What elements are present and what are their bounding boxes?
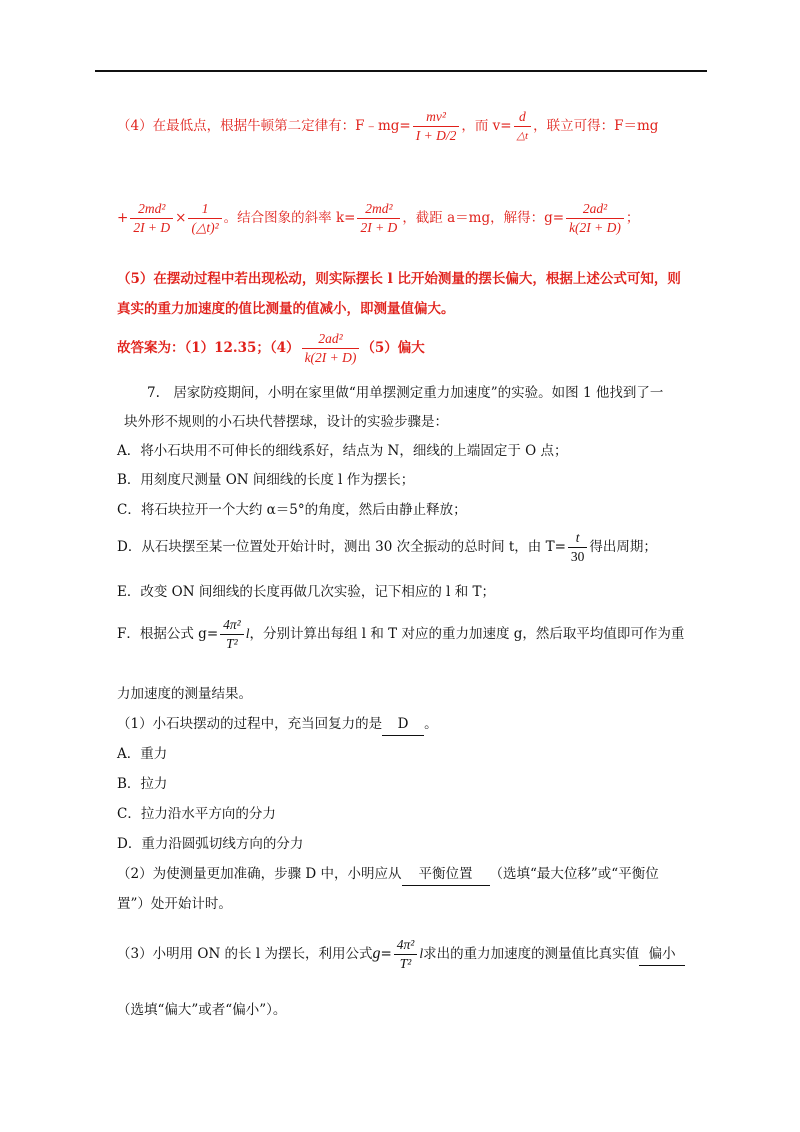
g-result-fraction: $\frac{\text{2ad²}}{k(2I + D)}$ [566,200,624,237]
solution-part4-line2: + $\frac{\text{2md²}}{2I + D}$ × $\frac{1}{\text{(△t)²}}$ 。结合图象的斜率 k= $\frac{\text{2md²}}{2I + D}$ ，截距 a＝mg，解得：g= $\frac{\text{2ad²}}{k(2I + D)}$ ； [117,201,640,235]
subquestion-3: （3）小明用 ON 的长 l 为摆长，利用公式g= $\frac{\text{4π²}}{\text{T²}}$ l求出的重力加速度的测量值比真实值 偏小 [117,936,707,973]
solution-part5: （5）在摆动过程中若出现松动，则实际摆长 l 比开始测量的摆长偏大，根据上述公式可知，则 真实的重力加速度的值比测量的值减小，即测量值偏大。 [117,271,681,317]
formula-fraction-2: $\frac{\text{4π²}}{\text{T²}}$ [394,936,418,973]
force-fraction: $\frac{\text{mv²}}{I + D/2}$ [413,108,460,145]
option-a: A．重力 [117,746,168,762]
period-fraction: $\frac{t}{30}$ [568,529,588,566]
coefficient-fraction: $\frac{\text{2md²}}{2I + D}$ [130,200,173,237]
answer-blank-1: D [382,714,424,736]
step-a: A．将小石块用不可伸长的细线系好，结点为 N，细线的上端固定于 O 点； [117,443,568,459]
answer-fraction: $\frac{\text{2ad²}}{k(2I + D)}$ [302,330,360,367]
step-c: C．将石块拉开一个大约 α＝5°的角度，然后由静止释放； [117,502,467,518]
answer-blank-3: 偏小 [639,944,685,966]
subquestion-2-continued: 置”）处开始计时。 [117,896,232,912]
subquestion-1: （1）小石块摆动的过程中，充当回复力的是 D 。 [117,714,707,736]
option-c: C．拉力沿水平方向的分力 [117,806,276,822]
header-rule [95,70,707,72]
question-7-intro-line1: 7. 居家防疫期间，小明在家里做“用单摆测定重力加速度”的实验。如图 1 他找到了一 [147,385,664,401]
option-b: B．拉力 [117,776,168,792]
answer-summary: 故答案为：（1）12.35；（4） $\frac{\text{2ad²}}{k(2I + D)}$ （5）偏大 [117,331,425,365]
question-7-intro-line2: 块外形不规则的小石块代替摆球，设计的实验步骤是： [124,414,448,430]
answer-blank-2: 平衡位置 [402,864,490,886]
step-b: B．用刻度尺测量 ON 间细线的长度 l 作为摆长； [117,472,415,488]
slope-fraction: $\frac{\text{2md²}}{2I + D}$ [357,200,400,237]
inverse-time-fraction: $\frac{1}{\text{(△t)²}}$ [188,200,221,237]
step-f: F．根据公式 g= $\frac{\text{4π²}}{\text{T²}}$ l，分别计算出每组 l 和 T 对应的重力加速度 g，然后取平均值即可作为重 [117,617,685,651]
formula-fraction: $\frac{\text{4π²}}{\text{T²}}$ [220,616,244,653]
step-d: D．从石块摆至某一位置处开始计时，测出 30 次全振动的总时间 t，由 T= $\frac{t}{30}$ 得出周期； [117,530,657,564]
velocity-fraction: $\frac{d}{\triangle t}$ [514,108,532,145]
option-d: D．重力沿圆弧切线方向的分力 [117,836,304,852]
subquestion-3-continued: （选填“偏大”或者“偏小”）。 [117,1002,287,1018]
subquestion-2: （2）为使测量更加准确，步骤 D 中，小明应从 平衡位置 （选填“最大位移”或“平衡位 [117,864,707,886]
solution-part4-line1: （4）在最低点，根据牛顿第二定律有：F﹣mg= $\frac{\text{mv²}}{I + D/2}$ ，而 v= $\frac{d}{\triangle t}$ ，联立可得：F＝mg [117,109,659,143]
step-f-continued: 力加速度的测量结果。 [117,686,252,702]
step-e: E．改变 ON 间细线的长度再做几次实验，记下相应的 l 和 T； [117,584,496,600]
